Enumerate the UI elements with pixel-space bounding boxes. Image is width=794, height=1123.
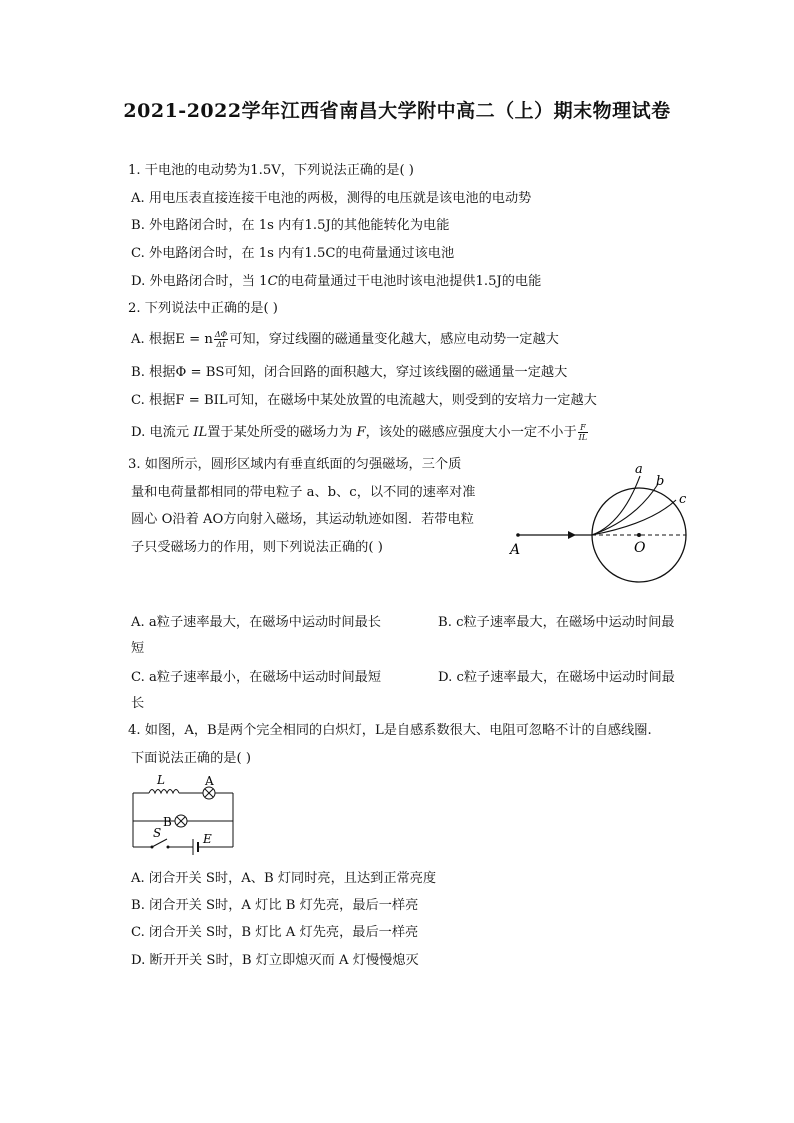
switch-s-icon (152, 839, 167, 847)
q2-option-b: B. 根据Φ = BS可知，闭合回路的面积越大，穿过该线圈的磁通量一定越大 (131, 365, 568, 380)
q2-stem: 2. 下列说法中正确的是( ) (128, 301, 278, 316)
q2-option-a (131, 330, 559, 349)
inductor-coil (149, 790, 179, 794)
q3-stem-line2: 量和电荷量都相同的带电粒子 a、b、c，以不同的速率对准 (131, 485, 476, 500)
q2-option-d-suffix: ，该处的磁感应强度大小一定不小于 (365, 425, 577, 440)
fraction-denominator: Δt (216, 340, 226, 349)
q4-option-b: B. 闭合开关 S时，A 灯比 B 灯先亮，最后一样亮 (131, 898, 419, 913)
fraction-numerator: ΔΦ (214, 330, 228, 339)
q2-option-d-mid: 置于某处所受的磁场力为 (207, 425, 357, 440)
label-l: L (157, 775, 165, 787)
label-o: O (634, 540, 646, 556)
q1-option-c: C. 外电路闭合时，在 1s 内有1.5C的电荷量通过该电池 (131, 246, 455, 261)
q2-option-d-var2: F (356, 425, 366, 440)
q2-option-a-fraction (214, 330, 228, 349)
q1-option-d-prefix: D. 外电路闭合时，当 1 (131, 274, 268, 289)
q3-option-d-continuation: 长 (131, 696, 145, 711)
label-lamp-b: B (163, 815, 172, 829)
q2-option-a-prefix: A. 根据E = n (131, 332, 213, 347)
q1-option-b: B. 外电路闭合时，在 1s 内有1.5J的其他能转化为电能 (131, 218, 450, 233)
q3-magnetic-field-figure (500, 458, 710, 583)
q1-option-d-suffix: 的电荷量通过干电池时该电池提供1.5J的电能 (277, 274, 542, 289)
page-title: 2021-2022学年江西省南昌大学附中高二（上）期末物理试卷 (123, 100, 671, 122)
q1-option-d (131, 273, 541, 291)
q4-option-a: A. 闭合开关 S时，A、B 灯同时亮，且达到正常亮度 (131, 871, 437, 886)
q2-option-c: C. 根据F = BIL可知，在磁场中某处放置的电流越大，则受到的安培力一定越大 (131, 393, 597, 408)
q3-stem-line3: 圆心 O沿着 AO方向射入磁场，其运动轨迹如图．若带电粒 (131, 512, 474, 527)
q4-stem-line2: 下面说法正确的是( ) (131, 751, 251, 766)
q4-circuit-figure (125, 775, 245, 860)
trajectory-a (592, 476, 640, 535)
q3-option-b: B. c粒子速率最大，在磁场中运动时间最 (438, 615, 675, 630)
label-lamp-a: A (205, 775, 214, 788)
q4-option-c: C. 闭合开关 S时，B 灯比 A 灯先亮，最后一样亮 (131, 925, 419, 940)
q4-option-d: D. 断开开关 S时，B 灯立即熄灭而 A 灯慢慢熄灭 (131, 953, 419, 968)
fraction-denominator: IL (578, 433, 588, 442)
q2-option-a-suffix: 可知，穿过线圈的磁通量变化越大，感应电动势一定越大 (229, 332, 559, 347)
q2-option-d-prefix: D. 电流元 (131, 425, 194, 440)
point-a-dot (516, 533, 520, 537)
q3-option-b-continuation: 短 (131, 641, 145, 656)
q1-option-d-var: C (267, 274, 278, 289)
label-a: a (635, 462, 643, 477)
label-b: b (656, 474, 665, 489)
label-s: S (153, 826, 162, 840)
q3-stem-line4: 子只受磁场力的作用，则下列说法正确的( ) (131, 540, 383, 555)
q2-option-d-fraction (578, 423, 588, 442)
q1-option-a: A. 用电压表直接连接干电池的两极，测得的电压就是该电池的电动势 (131, 191, 532, 206)
fraction-numerator: F (578, 423, 588, 433)
q3-option-c: C. a粒子速率最小，在磁场中运动时间最短 (131, 670, 382, 685)
label-e: E (203, 832, 212, 846)
direction-arrow-icon (568, 531, 576, 539)
label-a-point: A (510, 542, 521, 558)
q4-stem-line1: 4. 如图，A，B是两个完全相同的白炽灯，L是自感系数很大、电阻可忽略不计的自感线圈. (128, 723, 652, 738)
q3-option-d: D. c粒子速率最大，在磁场中运动时间最 (438, 670, 675, 685)
q1-stem: 1. 干电池的电动势为1.5V，下列说法正确的是( ) (128, 163, 414, 178)
q3-stem-line1: 3. 如图所示，圆形区域内有垂直纸面的匀强磁场，三个质 (128, 457, 462, 472)
q3-option-a: A. a粒子速率最大，在磁场中运动时间最长 (131, 615, 381, 630)
label-c: c (679, 492, 687, 507)
q2-option-d-var1: IL (193, 425, 208, 440)
q2-option-d (131, 423, 589, 442)
center-o-dot (637, 533, 641, 537)
